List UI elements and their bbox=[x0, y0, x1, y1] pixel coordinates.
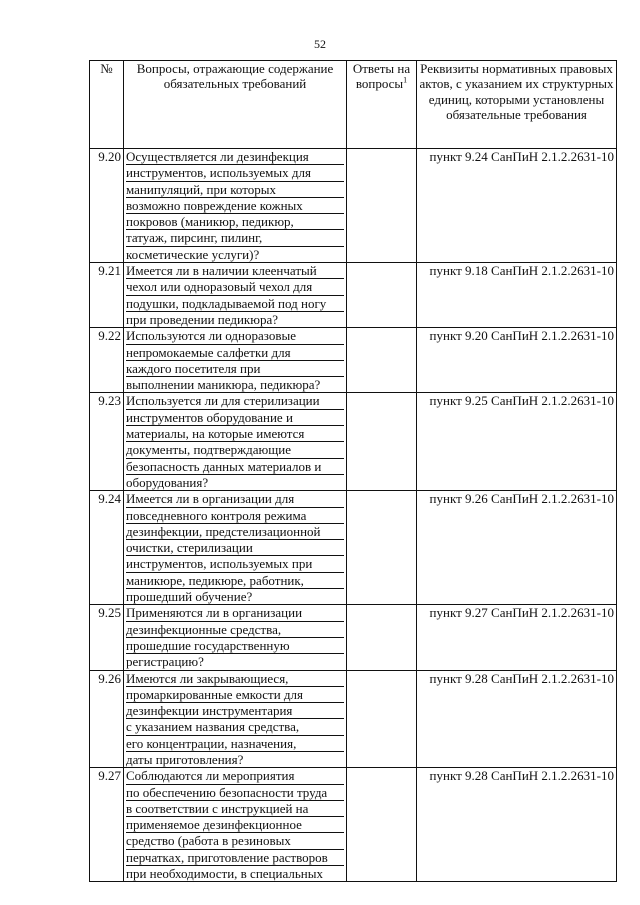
row-number: 9.24 bbox=[90, 491, 124, 605]
row-answer-cell[interactable] bbox=[347, 393, 417, 491]
table-row bbox=[90, 393, 617, 491]
row-requisite: пункт 9.18 СанПиН 2.1.2.2631-10 bbox=[417, 263, 617, 328]
row-requisite: пункт 9.20 СанПиН 2.1.2.2631-10 bbox=[417, 328, 617, 393]
question-line: с указанием названия средства, bbox=[126, 719, 344, 735]
row-number: 9.26 bbox=[90, 670, 124, 768]
row-number: 9.23 bbox=[90, 393, 124, 491]
table-row bbox=[90, 263, 617, 328]
page-number: 52 bbox=[314, 37, 326, 51]
row-answer-cell[interactable] bbox=[347, 149, 417, 263]
question-line: регистрацию? bbox=[126, 654, 204, 670]
table-row bbox=[90, 605, 617, 670]
question-line: материалы, на которые имеются bbox=[126, 426, 344, 442]
question-line: Имеется ли в наличии клеенчатый bbox=[126, 263, 344, 279]
question-line: Используется ли для стерилизации bbox=[126, 393, 344, 409]
table-header-row bbox=[90, 61, 617, 149]
row-number: 9.21 bbox=[90, 263, 124, 328]
question-line: при проведении педикюра? bbox=[126, 311, 278, 327]
question-line: безопасность данных материалов и bbox=[126, 459, 344, 475]
table-row bbox=[90, 328, 617, 393]
row-question bbox=[124, 149, 347, 263]
table-row bbox=[90, 670, 617, 768]
question-line: повседневного контроля режима bbox=[126, 508, 344, 524]
row-answer-cell[interactable] bbox=[347, 768, 417, 882]
question-line: выполнении маникюра, педикюра? bbox=[126, 377, 321, 393]
row-question bbox=[124, 328, 347, 393]
row-number: 9.25 bbox=[90, 605, 124, 670]
table-row bbox=[90, 768, 617, 882]
question-line: при необходимости, в специальных bbox=[126, 866, 323, 882]
table-body bbox=[90, 149, 617, 882]
header-number: № bbox=[90, 61, 124, 149]
row-requisite: пункт 9.24 СанПиН 2.1.2.2631-10 bbox=[417, 149, 617, 263]
question-line: дезинфекции, предстелизационной bbox=[126, 524, 344, 540]
question-line: применяемое дезинфекционное bbox=[126, 817, 344, 833]
row-requisite: пункт 9.25 СанПиН 2.1.2.2631-10 bbox=[417, 393, 617, 491]
row-number: 9.20 bbox=[90, 149, 124, 263]
row-question bbox=[124, 605, 347, 670]
question-line: Применяются ли в организации bbox=[126, 605, 344, 621]
question-line: дезинфекции инструментария bbox=[126, 703, 344, 719]
row-answer-cell[interactable] bbox=[347, 670, 417, 768]
question-line: промаркированные емкости для bbox=[126, 687, 344, 703]
header-question: Вопросы, отражающие содержание обязательных требований bbox=[124, 61, 347, 149]
question-line: косметические услуги)? bbox=[126, 246, 260, 262]
question-line: возможно повреждение кожных bbox=[126, 198, 344, 214]
header-answer bbox=[347, 61, 417, 149]
question-line: его концентрации, назначения, bbox=[126, 736, 344, 752]
question-line: в соответствии с инструкцией на bbox=[126, 801, 344, 817]
question-line: документы, подтверждающие bbox=[126, 442, 344, 458]
table-row bbox=[90, 491, 617, 605]
question-line: манипуляций, при которых bbox=[126, 182, 344, 198]
question-line: даты приготовления? bbox=[126, 751, 244, 767]
question-line: Имеются ли закрывающиеся, bbox=[126, 671, 344, 687]
checklist-table bbox=[89, 60, 617, 882]
row-answer-cell[interactable] bbox=[347, 328, 417, 393]
question-line: прошедший обучение? bbox=[126, 589, 253, 605]
row-requisite: пункт 9.28 СанПиН 2.1.2.2631-10 bbox=[417, 670, 617, 768]
question-line: маникюре, педикюре, работник, bbox=[126, 573, 344, 589]
question-line: татуаж, пирсинг, пилинг, bbox=[126, 230, 344, 246]
question-line: покровов (маникюр, педикюр, bbox=[126, 214, 344, 230]
header-requisites: Реквизиты нормативных правовых актов, с указанием их структурных единиц, которыми установлены обязательные требования bbox=[417, 61, 617, 149]
row-question bbox=[124, 393, 347, 491]
question-line: прошедшие государственную bbox=[126, 638, 344, 654]
row-question bbox=[124, 670, 347, 768]
row-answer-cell[interactable] bbox=[347, 263, 417, 328]
row-answer-cell[interactable] bbox=[347, 491, 417, 605]
question-line: инструментов оборудование и bbox=[126, 410, 344, 426]
question-line: каждого посетителя при bbox=[126, 361, 344, 377]
row-number: 9.22 bbox=[90, 328, 124, 393]
question-line: непромокаемые салфетки для bbox=[126, 345, 344, 361]
question-line: Имеется ли в организации для bbox=[126, 491, 344, 507]
question-line: дезинфекционные средства, bbox=[126, 622, 344, 638]
row-requisite: пункт 9.27 СанПиН 2.1.2.2631-10 bbox=[417, 605, 617, 670]
row-answer-cell[interactable] bbox=[347, 605, 417, 670]
question-line: очистки, стерилизации bbox=[126, 540, 344, 556]
table-row bbox=[90, 149, 617, 263]
row-question bbox=[124, 768, 347, 882]
question-line: Соблюдаются ли мероприятия bbox=[126, 768, 344, 784]
row-requisite: пункт 9.28 СанПиН 2.1.2.2631-10 bbox=[417, 768, 617, 882]
question-line: по обеспечению безопасности труда bbox=[126, 785, 344, 801]
header-answer-label: Ответы на вопросы bbox=[352, 61, 411, 92]
question-line: инструментов, используемых при bbox=[126, 556, 344, 572]
question-line: оборудования? bbox=[126, 474, 209, 490]
question-line: Используются ли одноразовые bbox=[126, 328, 344, 344]
header-answer-footnote: 1 bbox=[403, 75, 408, 85]
question-line: подушки, подкладываемой под ногу bbox=[126, 296, 344, 312]
row-number: 9.27 bbox=[90, 768, 124, 882]
question-line: средство (работа в резиновых bbox=[126, 833, 344, 849]
row-question bbox=[124, 491, 347, 605]
question-line: чехол или одноразовый чехол для bbox=[126, 279, 344, 295]
question-line: инструментов, используемых для bbox=[126, 165, 344, 181]
row-question bbox=[124, 263, 347, 328]
question-line: Осуществляется ли дезинфекция bbox=[126, 149, 344, 165]
question-line: перчатках, приготовление растворов bbox=[126, 850, 344, 866]
row-requisite: пункт 9.26 СанПиН 2.1.2.2631-10 bbox=[417, 491, 617, 605]
